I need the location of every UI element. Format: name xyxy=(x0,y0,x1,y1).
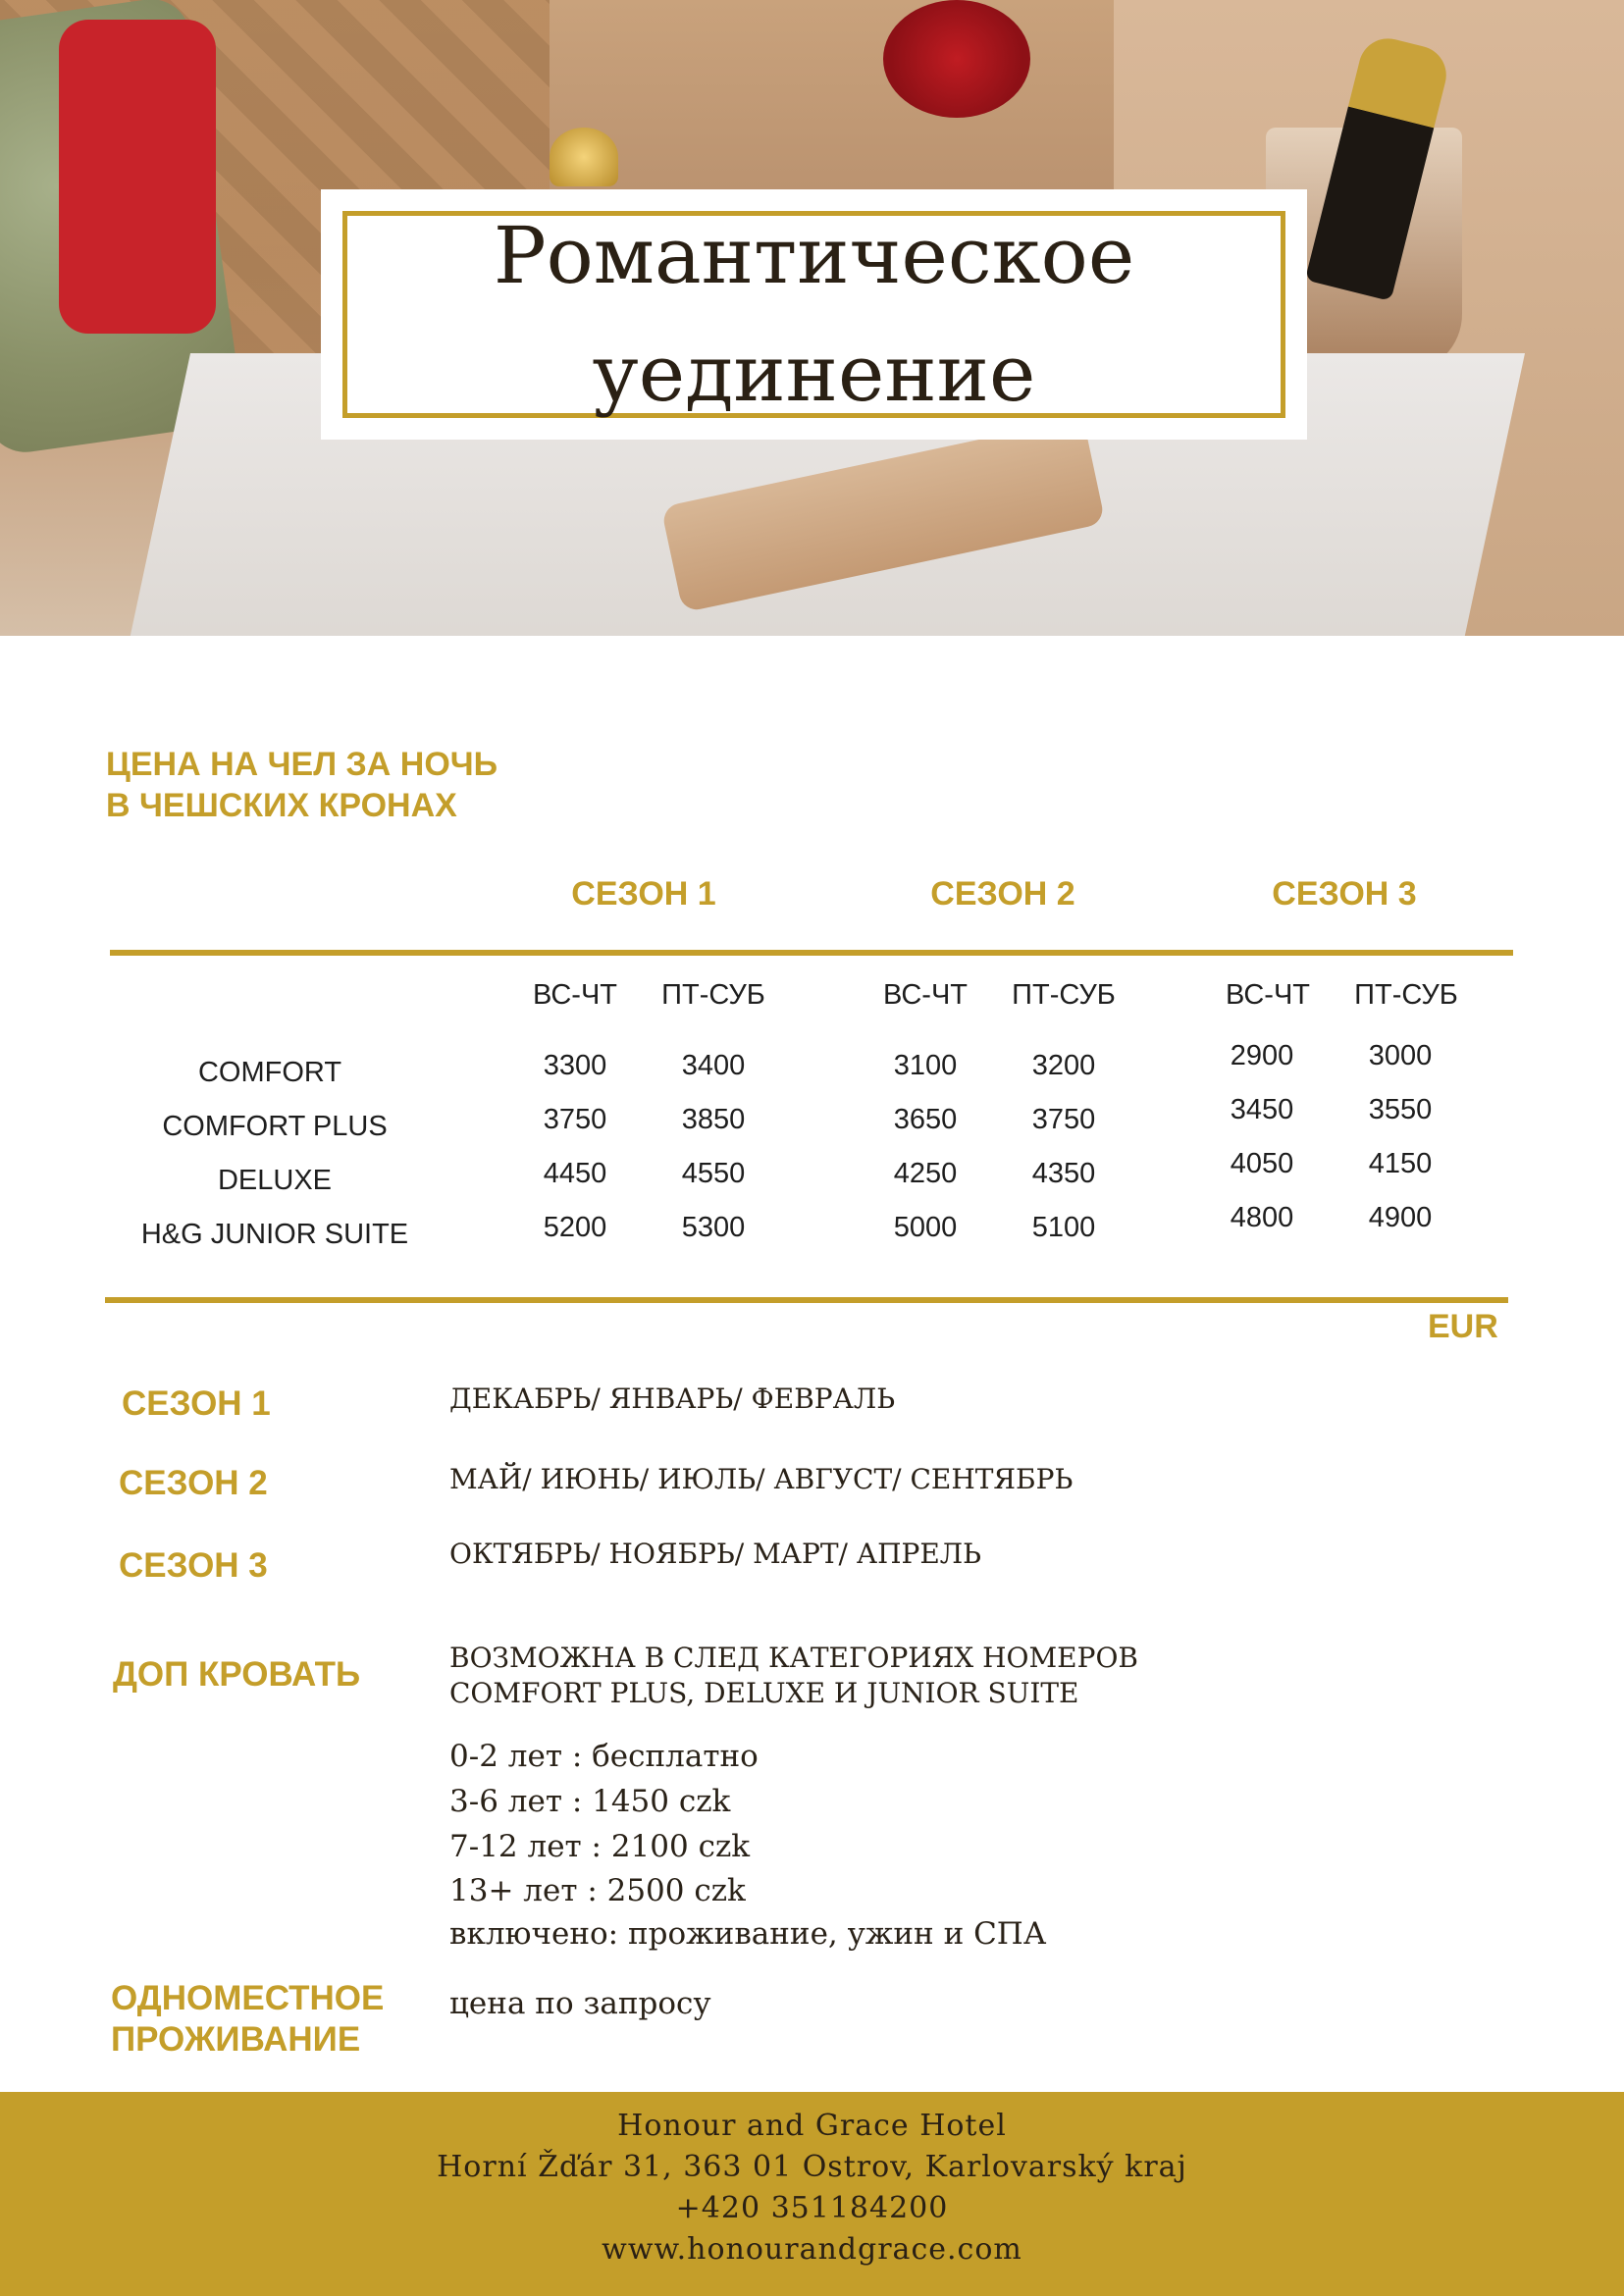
price-cell: 4050 xyxy=(1230,1148,1294,1179)
cloche-lid-image xyxy=(550,128,618,186)
price-heading xyxy=(106,744,498,826)
price-cell: 5300 xyxy=(681,1212,746,1243)
age-price-7-12: 7-12 лет : 2100 czk xyxy=(449,1829,751,1864)
season-3-label: СЕЗОН 3 xyxy=(119,1546,268,1585)
season-1-months: ДЕКАБРЬ/ ЯНВАРЬ/ ФЕВРАЛЬ xyxy=(449,1383,896,1415)
age-price-3-6: 3-6 лет : 1450 czk xyxy=(449,1784,731,1819)
page-title xyxy=(494,197,1134,433)
price-cell: 3650 xyxy=(893,1104,958,1135)
s3-sun-thu-header: ВС-ЧТ xyxy=(1225,979,1311,1011)
room-junior-suite: H&G JUNIOR SUITE xyxy=(140,1219,409,1250)
table-bottom-rule xyxy=(105,1297,1508,1303)
price-cell: 3200 xyxy=(1031,1050,1096,1081)
rose-image xyxy=(883,0,1030,118)
room-deluxe: DELUXE xyxy=(217,1165,333,1196)
currency-label: EUR xyxy=(1428,1308,1498,1345)
price-cell: 3300 xyxy=(543,1050,607,1081)
price-cell: 4250 xyxy=(893,1158,958,1189)
price-cell: 3400 xyxy=(681,1050,746,1081)
s1-fri-sat-header: ПТ-СУБ xyxy=(661,979,765,1011)
price-cell: 3750 xyxy=(1031,1104,1096,1135)
hotel-website: www.honourandgrace.com xyxy=(602,2232,1022,2267)
price-cell: 3450 xyxy=(1230,1094,1294,1125)
price-cell: 3000 xyxy=(1368,1040,1433,1071)
price-cell: 4900 xyxy=(1368,1202,1433,1233)
table-top-rule xyxy=(110,950,1513,956)
age-price-0-2: 0-2 лет : бесплатно xyxy=(449,1739,759,1774)
hotel-address: Horní Žďár 31, 363 01 Ostrov, Karlovarský kraj xyxy=(437,2150,1187,2184)
season-1-header: СЕЗОН 1 xyxy=(571,875,716,913)
footer xyxy=(0,2092,1624,2296)
title-line-1: Романтическое xyxy=(493,209,1135,301)
price-heading-line-1: ЦЕНА НА ЧЕЛ ЗА НОЧЬ xyxy=(106,746,498,783)
price-cell: 4800 xyxy=(1230,1202,1294,1233)
single-label-line-1: ОДНОМЕСТНОЕ xyxy=(111,1979,385,2017)
title-card xyxy=(321,189,1307,440)
extra-bed-line-2: COMFORT PLUS, DELUXE И JUNIOR SUITE xyxy=(449,1677,1079,1709)
included-text: включено: проживание, ужин и СПА xyxy=(449,1916,1047,1952)
season-2-months: МАЙ/ ИЮНЬ/ ИЮЛЬ/ АВГУСТ/ СЕНТЯБРЬ xyxy=(449,1463,1074,1495)
single-label-line-2: ПРОЖИВАНИЕ xyxy=(111,2020,361,2059)
single-occupancy-label xyxy=(111,1978,384,2061)
hotel-phone: +420 351184200 xyxy=(675,2191,949,2225)
age-price-13-plus: 13+ лет : 2500 czk xyxy=(449,1873,746,1908)
season-2-header: СЕЗОН 2 xyxy=(930,875,1075,913)
s2-sun-thu-header: ВС-ЧТ xyxy=(882,979,969,1011)
price-cell: 4350 xyxy=(1031,1158,1096,1189)
room-comfort: COMFORT xyxy=(197,1057,342,1088)
price-cell: 5000 xyxy=(893,1212,958,1243)
price-cell: 5200 xyxy=(543,1212,607,1243)
price-cell: 3100 xyxy=(893,1050,958,1081)
extra-bed-label: ДОП КРОВАТЬ xyxy=(113,1655,361,1694)
season-3-header: СЕЗОН 3 xyxy=(1272,875,1417,913)
season-1-label: СЕЗОН 1 xyxy=(122,1384,271,1423)
s3-fri-sat-header: ПТ-СУБ xyxy=(1354,979,1458,1011)
price-cell: 4550 xyxy=(681,1158,746,1189)
season-3-months: ОКТЯБРЬ/ НОЯБРЬ/ МАРТ/ АПРЕЛЬ xyxy=(449,1538,981,1570)
price-cell: 5100 xyxy=(1031,1212,1096,1243)
single-price-text: цена по запросу xyxy=(449,1986,711,2021)
s1-sun-thu-header: ВС-ЧТ xyxy=(532,979,618,1011)
price-heading-line-2: В ЧЕШСКИХ КРОНАХ xyxy=(106,787,457,824)
price-cell: 4450 xyxy=(543,1158,607,1189)
price-cell: 4150 xyxy=(1368,1148,1433,1179)
room-comfort-plus: COMFORT PLUS xyxy=(162,1111,388,1142)
title-line-2: уединение xyxy=(592,327,1036,419)
red-pillow-image xyxy=(59,20,216,334)
price-cell: 3550 xyxy=(1368,1094,1433,1125)
price-cell: 3750 xyxy=(543,1104,607,1135)
price-cell: 2900 xyxy=(1230,1040,1294,1071)
title-frame xyxy=(342,211,1285,418)
hotel-name: Honour and Grace Hotel xyxy=(617,2109,1007,2143)
season-2-label: СЕЗОН 2 xyxy=(119,1464,268,1502)
price-cell: 3850 xyxy=(681,1104,746,1135)
s2-fri-sat-header: ПТ-СУБ xyxy=(1012,979,1116,1011)
extra-bed-line-1: ВОЗМОЖНА В СЛЕД КАТЕГОРИЯХ НОМЕРОВ xyxy=(449,1642,1138,1674)
